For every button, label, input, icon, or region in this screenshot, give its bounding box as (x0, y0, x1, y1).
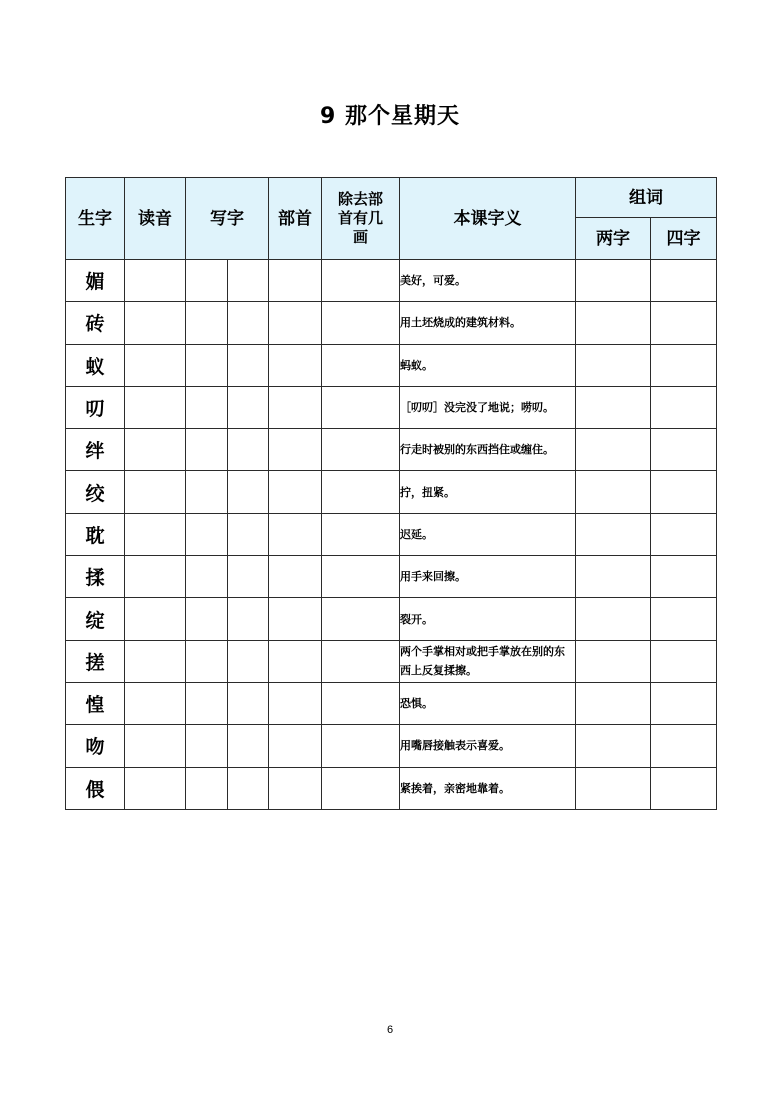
four-char-word-cell[interactable] (651, 556, 717, 598)
pronunciation-cell[interactable] (125, 725, 186, 767)
writing-cell-2[interactable] (228, 260, 269, 302)
four-char-word-cell[interactable] (651, 302, 717, 344)
character-cell: 蚁 (66, 344, 125, 386)
radical-cell[interactable] (269, 725, 322, 767)
four-char-word-cell[interactable] (651, 471, 717, 513)
meaning-cell: 用土坯烧成的建筑材料。 (400, 302, 576, 344)
two-char-word-cell[interactable] (576, 682, 651, 724)
pronunciation-cell[interactable] (125, 767, 186, 809)
writing-cell-1[interactable] (186, 260, 228, 302)
pronunciation-cell[interactable] (125, 513, 186, 555)
meaning-cell: 行走时被别的东西挡住或缠住。 (400, 429, 576, 471)
writing-cell-2[interactable] (228, 513, 269, 555)
stroke-count-cell[interactable] (322, 386, 400, 428)
writing-cell-2[interactable] (228, 725, 269, 767)
writing-cell-2[interactable] (228, 598, 269, 640)
two-char-word-cell[interactable] (576, 725, 651, 767)
radical-cell[interactable] (269, 471, 322, 513)
page-title: 9 那个星期天 (320, 104, 460, 129)
writing-cell-1[interactable] (186, 725, 228, 767)
writing-cell-1[interactable] (186, 682, 228, 724)
radical-cell[interactable] (269, 344, 322, 386)
character-cell: 搓 (66, 640, 125, 682)
meaning-cell: 迟延。 (400, 513, 576, 555)
stroke-count-cell[interactable] (322, 429, 400, 471)
writing-cell-1[interactable] (186, 598, 228, 640)
writing-cell-1[interactable] (186, 513, 228, 555)
stroke-count-cell[interactable] (322, 682, 400, 724)
radical-cell[interactable] (269, 767, 322, 809)
two-char-word-cell[interactable] (576, 767, 651, 809)
four-char-word-cell[interactable] (651, 429, 717, 471)
character-cell: 媚 (66, 260, 125, 302)
pronunciation-cell[interactable] (125, 682, 186, 724)
two-char-word-cell[interactable] (576, 260, 651, 302)
character-cell: 绊 (66, 429, 125, 471)
table-row (66, 556, 717, 598)
stroke-count-cell[interactable] (322, 302, 400, 344)
pronunciation-cell[interactable] (125, 302, 186, 344)
header-meaning: 本课字义 (400, 178, 576, 260)
meaning-cell: 裂开。 (400, 598, 576, 640)
table-row (66, 598, 717, 640)
writing-cell-2[interactable] (228, 344, 269, 386)
radical-cell[interactable] (269, 302, 322, 344)
two-char-word-cell[interactable] (576, 302, 651, 344)
radical-cell[interactable] (269, 429, 322, 471)
character-cell: 耽 (66, 513, 125, 555)
writing-cell-2[interactable] (228, 471, 269, 513)
pronunciation-cell[interactable] (125, 429, 186, 471)
stroke-count-cell[interactable] (322, 767, 400, 809)
table-row (66, 725, 717, 767)
pronunciation-cell[interactable] (125, 598, 186, 640)
page-number: 6 (386, 1024, 394, 1036)
meaning-cell: ［叨叨］没完没了地说；唠叨。 (400, 386, 576, 428)
pronunciation-cell[interactable] (125, 471, 186, 513)
pronunciation-cell[interactable] (125, 640, 186, 682)
two-char-word-cell[interactable] (576, 471, 651, 513)
four-char-word-cell[interactable] (651, 513, 717, 555)
table-row (66, 344, 717, 386)
writing-cell-2[interactable] (228, 682, 269, 724)
vocabulary-table (65, 177, 717, 810)
character-cell: 揉 (66, 556, 125, 598)
meaning-cell: 恐惧。 (400, 682, 576, 724)
radical-cell[interactable] (269, 598, 322, 640)
character-cell: 砖 (66, 302, 125, 344)
pronunciation-cell[interactable] (125, 260, 186, 302)
writing-cell-2[interactable] (228, 640, 269, 682)
two-char-word-cell[interactable] (576, 598, 651, 640)
table-row (66, 386, 717, 428)
meaning-cell: 蚂蚁。 (400, 344, 576, 386)
header-stroke-count (322, 178, 400, 260)
radical-cell[interactable] (269, 640, 322, 682)
table-body (66, 260, 717, 810)
pronunciation-cell[interactable] (125, 556, 186, 598)
table-row (66, 513, 717, 555)
character-cell: 偎 (66, 767, 125, 809)
writing-cell-1[interactable] (186, 302, 228, 344)
table-row (66, 260, 717, 302)
writing-cell-2[interactable] (228, 302, 269, 344)
radical-cell[interactable] (269, 682, 322, 724)
stroke-count-cell[interactable] (322, 344, 400, 386)
header-liang-zi: 两字 (576, 218, 651, 260)
pronunciation-cell[interactable] (125, 386, 186, 428)
writing-cell-1[interactable] (186, 640, 228, 682)
radical-cell[interactable] (269, 386, 322, 428)
two-char-word-cell[interactable] (576, 429, 651, 471)
four-char-word-cell[interactable] (651, 598, 717, 640)
stroke-count-cell[interactable] (322, 640, 400, 682)
writing-cell-2[interactable] (228, 767, 269, 809)
writing-cell-1[interactable] (186, 556, 228, 598)
writing-cell-1[interactable] (186, 767, 228, 809)
header-xie-zi: 写字 (186, 178, 269, 260)
four-char-word-cell[interactable] (651, 725, 717, 767)
table-row (66, 471, 717, 513)
stroke-count-cell[interactable] (322, 725, 400, 767)
two-char-word-cell[interactable] (576, 513, 651, 555)
writing-cell-2[interactable] (228, 429, 269, 471)
table-row (66, 682, 717, 724)
four-char-word-cell[interactable] (651, 344, 717, 386)
table-row (66, 767, 717, 809)
stroke-count-cell[interactable] (322, 260, 400, 302)
character-cell: 吻 (66, 725, 125, 767)
header-bu-shou: 部首 (269, 178, 322, 260)
two-char-word-cell[interactable] (576, 640, 651, 682)
writing-cell-1[interactable] (186, 429, 228, 471)
two-char-word-cell[interactable] (576, 386, 651, 428)
character-cell: 叨 (66, 386, 125, 428)
radical-cell[interactable] (269, 260, 322, 302)
writing-cell-2[interactable] (228, 556, 269, 598)
header-sheng-zi: 生字 (66, 178, 125, 260)
pronunciation-cell[interactable] (125, 344, 186, 386)
meaning-cell: 两个手掌相对或把手掌放在别的东西上反复揉擦。 (400, 640, 576, 682)
character-cell: 绽 (66, 598, 125, 640)
radical-cell[interactable] (269, 556, 322, 598)
meaning-cell: 用嘴唇接触表示喜爱。 (400, 725, 576, 767)
header-du-yin: 读音 (125, 178, 186, 260)
meaning-cell: 用手来回擦。 (400, 556, 576, 598)
header-si-zi: 四字 (651, 218, 717, 260)
writing-cell-1[interactable] (186, 386, 228, 428)
four-char-word-cell[interactable] (651, 640, 717, 682)
four-char-word-cell[interactable] (651, 682, 717, 724)
writing-cell-1[interactable] (186, 344, 228, 386)
meaning-cell: 紧挨着，亲密地靠着。 (400, 767, 576, 809)
radical-cell[interactable] (269, 513, 322, 555)
table-row (66, 429, 717, 471)
four-char-word-cell[interactable] (651, 767, 717, 809)
table-row (66, 302, 717, 344)
header-zu-ci: 组词 (576, 178, 717, 218)
meaning-cell: 美好，可爱。 (400, 260, 576, 302)
four-char-word-cell[interactable] (651, 260, 717, 302)
character-cell: 绞 (66, 471, 125, 513)
stroke-count-cell[interactable] (322, 513, 400, 555)
table-row (66, 640, 717, 682)
meaning-cell: 拧，扭紧。 (400, 471, 576, 513)
writing-cell-1[interactable] (186, 471, 228, 513)
two-char-word-cell[interactable] (576, 556, 651, 598)
two-char-word-cell[interactable] (576, 344, 651, 386)
four-char-word-cell[interactable] (651, 386, 717, 428)
header-stroke-count-text: 除去部首有几画 (337, 190, 383, 246)
stroke-count-cell[interactable] (322, 471, 400, 513)
writing-cell-2[interactable] (228, 386, 269, 428)
stroke-count-cell[interactable] (322, 598, 400, 640)
character-cell: 惶 (66, 682, 125, 724)
stroke-count-cell[interactable] (322, 556, 400, 598)
